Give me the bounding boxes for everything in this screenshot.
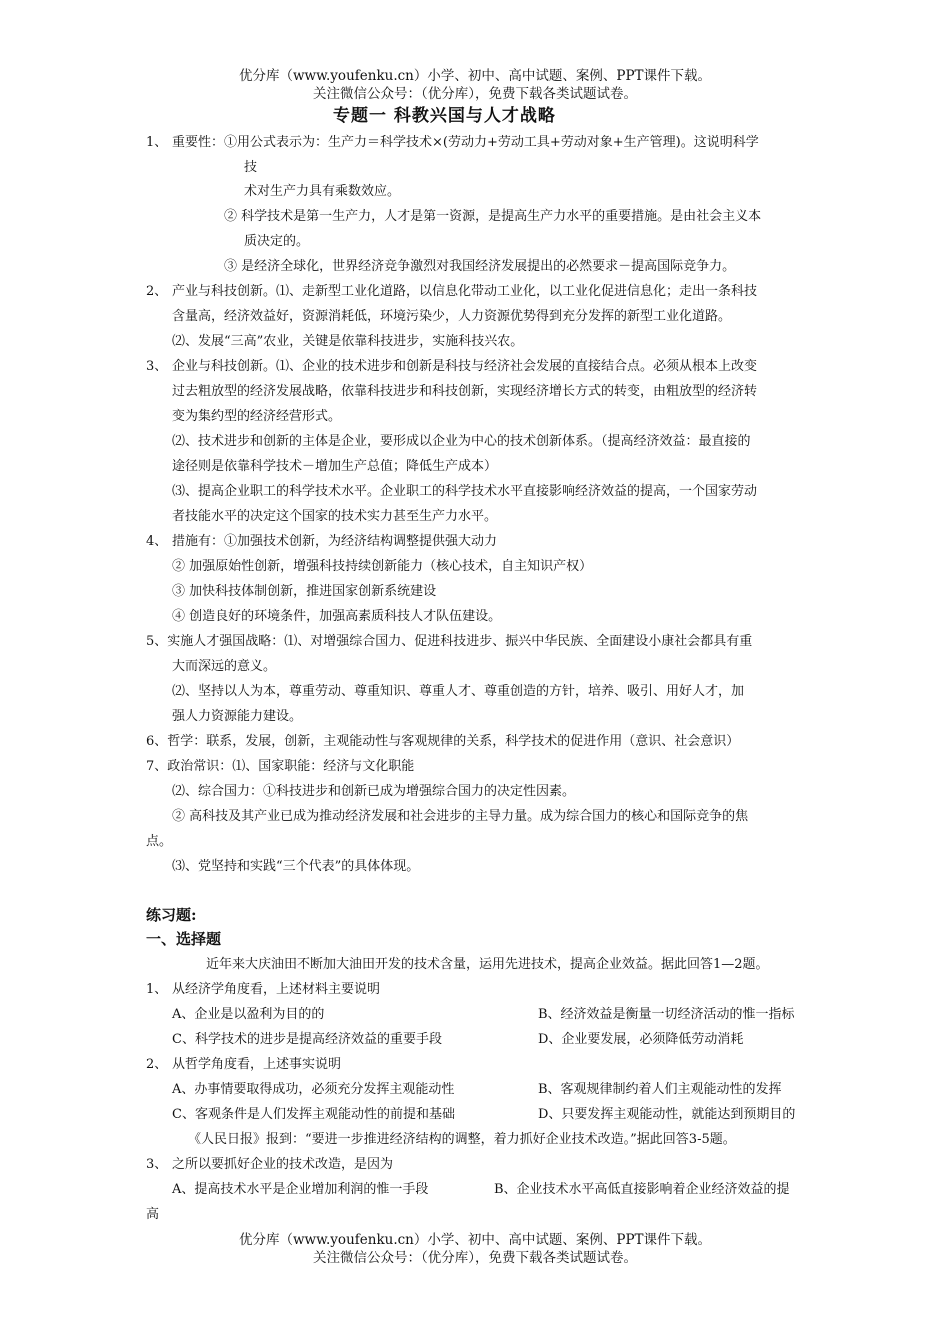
item-4-line: ③ 加快科技体制创新，推进国家创新系统建设 [172,584,437,599]
question-2-option-b: B、客观规律制约着人们主观能动性的发挥 [538,1082,782,1097]
question-1-number: 1、 [146,982,168,997]
item-3-line: 变为集约型的经济经营形式。 [172,409,342,424]
footer-line-1: 优分库（www.youfenku.cn）小学、初中、高中试题、案例、PPT课件下载。 [238,1232,712,1248]
item-3-number: 3、 [146,359,168,374]
exercises-heading: 练习题: [146,906,197,924]
item-5-line: ⑵、坚持以人为本，尊重劳动、尊重知识、尊重人才、尊重创造的方针，培养、吸引、用好人才，加 [172,684,745,699]
item-3-line: 过去粗放型的经济发展战略，依靠科技进步和科技创新，实现经济增长方式的转变，由粗放型的经济转 [172,384,758,399]
item-7-line: ⑶、党坚持和实践“三个代表”的具体体现。 [172,859,420,874]
question-1-option-b: B、经济效益是衡量一切经济活动的惟一指标 [538,1007,795,1022]
question-2-stem: 从哲学角度看，上述事实说明 [172,1057,342,1072]
item-6-line: 6、哲学：联系，发展，创新，主观能动性与客观规律的关系，科学技术的促进作用（意识、社会意识） [146,734,740,749]
item-3-line: ⑵、技术进步和创新的主体是企业，要形成以企业为中心的技术创新体系。（提高经济效益：最直接的 [172,434,751,449]
item-4-line: 措施有：①加强技术创新，为经济结构调整提供强大动力 [172,534,498,549]
item-3-line: 途径则是依靠科学技术－增加生产总值；降低生产成本） [172,459,498,474]
header-line-2: 关注微信公众号：（优分库），免费下载各类试题试卷。 [313,86,637,102]
question-2-option-d: D、只要发挥主观能动性，就能达到预期目的 [538,1107,796,1122]
page-title: 专题一 科教兴国与人才战略 [333,106,556,126]
section-heading-choice: 一、选择题 [146,930,222,948]
item-1-line: ③ 是经济全球化，世界经济竞争激烈对我国经济发展提出的必然要求－提高国际竞争力。 [224,259,736,274]
material-intro-1: 近年来大庆油田不断加大油田开发的技术含量，运用先进技术，提高企业效益。据此回答1—2题。 [206,957,769,972]
question-3-option-a: A、提高技术水平是企业增加利润的惟一手段 [172,1182,429,1197]
item-7-line: ⑵、综合国力：①科技进步和创新已成为增强综合国力的决定性因素。 [172,784,576,799]
item-7-line: 点。 [146,834,173,849]
question-3-option-b-cont: 高 [146,1207,160,1222]
item-4-number: 4、 [146,534,168,549]
question-1-option-c: C、科学技术的进步是提高经济效益的重要手段 [172,1032,442,1047]
item-3-line: 企业与科技创新。⑴、企业的技术进步和创新是科技与经济社会发展的直接结合点。必须从根本上改变 [172,359,758,374]
item-5-line: 5、实施人才强国战略：⑴、对增强综合国力、促进科技进步、振兴中华民族、全面建设小康社会都具有重 [146,634,753,649]
item-4-line: ② 加强原始性创新，增强科技持续创新能力（核心技术，自主知识产权） [172,559,593,574]
item-5-line: 强人力资源能力建设。 [172,709,303,724]
question-2-option-a: A、办事情要取得成功，必须充分发挥主观能动性 [172,1082,455,1097]
item-1-line: ② 科学技术是第一生产力，人才是第一资源，是提高生产力水平的重要措施。是由社会主义本 [224,209,762,224]
question-1-option-a: A、企业是以盈利为目的的 [172,1007,325,1022]
item-2-number: 2、 [146,284,168,299]
item-1-line: 重要性：①用公式表示为：生产力＝科学技术×(劳动力+劳动工具+劳动对象+生产管理)。这说明科学 [172,135,759,150]
header-line-1: 优分库（www.youfenku.cn）小学、初中、高中试题、案例、PPT课件下载。 [238,68,712,84]
material-intro-2: 《人民日报》报到：“要进一步推进经济结构的调整，着力抓好企业技术改造。”据此回答3-5题。 [188,1132,736,1147]
item-2-line: ⑵、发展“三高”农业，关键是依靠科技进步，实施科技兴农。 [172,334,524,349]
item-1-line: 术对生产力具有乘数效应。 [244,184,401,199]
item-7-line: ② 高科技及其产业已成为推动经济发展和社会进步的主导力量。成为综合国力的核心和国际竞争的焦 [172,809,749,824]
item-7-line: 7、政治常识：⑴、国家职能：经济与文化职能 [146,759,415,774]
question-3-stem: 之所以要抓好企业的技术改造，是因为 [172,1157,394,1172]
footer-line-2: 关注微信公众号：（优分库），免费下载各类试题试卷。 [313,1250,637,1266]
item-2-line: 含量高，经济效益好，资源消耗低，环境污染少，人力资源优势得到充分发挥的新型工业化道路。 [172,309,732,324]
item-1-line: 质决定的。 [244,234,310,249]
question-1-option-d: D、企业要发展，必须降低劳动消耗 [538,1032,744,1047]
item-5-line: 大而深远的意义。 [172,659,277,674]
item-1-line: 技 [244,160,258,175]
item-1-number: 1、 [146,135,168,150]
item-2-line: 产业与科技创新。⑴、走新型工业化道路，以信息化带动工业化，以工业化促进信息化；走出一条科技 [172,284,758,299]
question-3-number: 3、 [146,1157,168,1172]
question-1-stem: 从经济学角度看，上述材料主要说明 [172,982,381,997]
question-2-number: 2、 [146,1057,168,1072]
item-4-line: ④ 创造良好的环境条件，加强高素质科技人才队伍建设。 [172,609,502,624]
question-3-option-b: B、企业技术水平高低直接影响着企业经济效益的提 [494,1182,790,1197]
item-3-line: 者技能水平的决定这个国家的技术实力甚至生产力水平。 [172,509,498,524]
question-2-option-c: C、客观条件是人们发挥主观能动性的前提和基础 [172,1107,455,1122]
item-3-line: ⑶、提高企业职工的科学技术水平。企业职工的科学技术水平直接影响经济效益的提高，一个国家劳动 [172,484,758,499]
